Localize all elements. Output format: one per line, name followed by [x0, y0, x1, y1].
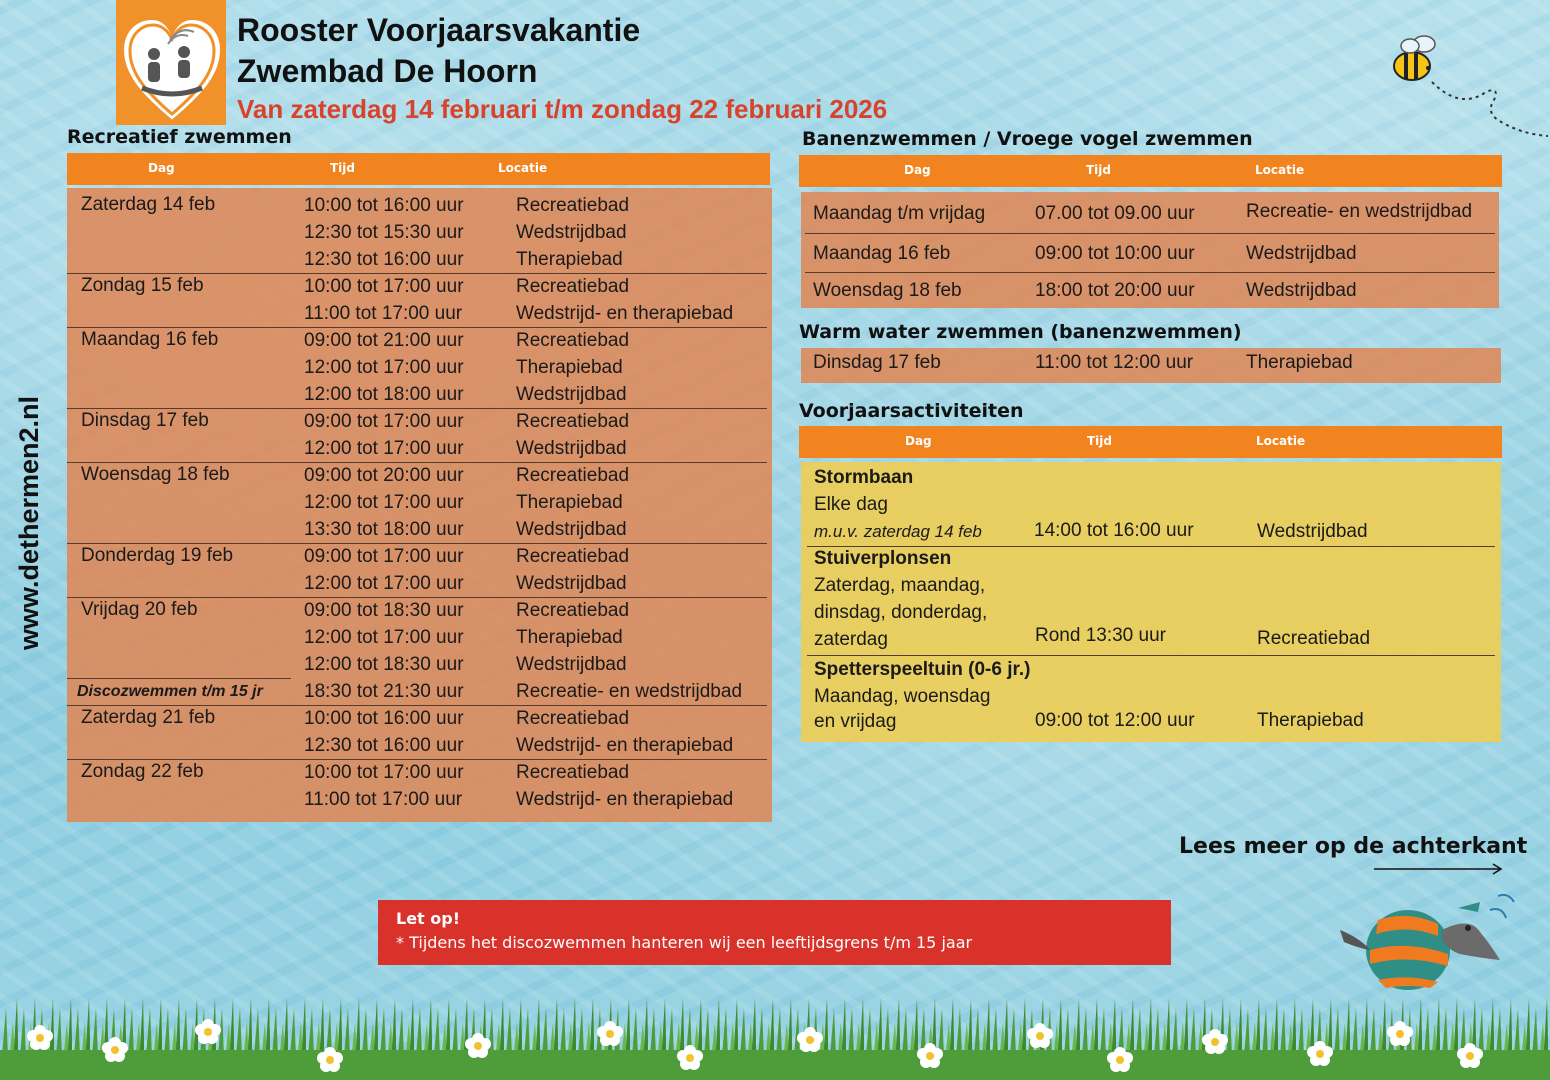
- col-header-dag: Dag: [905, 434, 932, 448]
- day-cell: Maandag 16 feb: [813, 243, 951, 264]
- warm-dag: Dinsdag 17 feb: [813, 352, 941, 373]
- activity-tijd: Rond 13:30 uur: [1035, 625, 1166, 646]
- location-cell: Wedstrijdbad: [516, 438, 627, 459]
- website-url[interactable]: www.dethermen2.nl: [14, 395, 44, 650]
- time-cell: 12:00 tot 17:00 uur: [304, 573, 464, 594]
- day-cell: Donderdag 19 feb: [81, 545, 234, 566]
- location-cell: Recreatiebad: [516, 600, 630, 621]
- seal-mascot-icon: [1330, 880, 1530, 1000]
- location-cell: Therapiebad: [516, 492, 623, 513]
- location-cell: Recreatiebad: [516, 546, 630, 567]
- recreatief-table: [67, 188, 772, 822]
- day-cell: Maandag 16 feb: [81, 329, 219, 350]
- location-cell: Therapiebad: [516, 627, 623, 648]
- location-cell: Wedstrijdbad: [516, 573, 627, 594]
- time-cell: 11:00 tot 17:00 uur: [304, 789, 463, 810]
- activity-days: zaterdag: [814, 629, 888, 650]
- warm-locatie: Therapiebad: [1246, 352, 1353, 373]
- disco-label: Discozwemmen t/m 15 jr: [77, 683, 263, 700]
- grass-decoration: [0, 990, 1550, 1080]
- col-header-tijd: Tijd: [1087, 434, 1113, 448]
- col-header-dag: Dag: [148, 161, 175, 175]
- time-cell: 07.00 tot 09.00 uur: [1035, 203, 1195, 224]
- time-cell: 11:00 tot 17:00 uur: [304, 303, 463, 324]
- row-divider: [67, 408, 767, 409]
- activity-locatie: Recreatiebad: [1257, 628, 1371, 649]
- location-cell: Wedstrijd- en therapiebad: [516, 789, 734, 810]
- location-cell: Recreatiebad: [516, 195, 630, 216]
- time-cell: 09:00 tot 17:00 uur: [304, 411, 464, 432]
- col-header-tijd: Tijd: [330, 161, 356, 175]
- read-more-link[interactable]: Lees meer op de achterkant: [1179, 834, 1528, 859]
- day-cell: Woensdag 18 feb: [81, 464, 230, 485]
- col-header-locatie: Locatie: [1256, 434, 1306, 448]
- page-subtitle-date-range: Van zaterdag 14 februari t/m zondag 22 februari 2026: [237, 94, 888, 124]
- warm-tijd: 11:00 tot 12:00 uur: [1035, 352, 1194, 373]
- row-divider: [67, 273, 767, 274]
- location-cell: Wedstrijdbad: [516, 654, 627, 675]
- time-cell: 10:00 tot 17:00 uur: [304, 762, 464, 783]
- location-cell: Wedstrijdbad: [1246, 280, 1357, 301]
- row-divider: [805, 272, 1495, 273]
- row-divider: [67, 597, 767, 598]
- time-cell: 12:00 tot 17:00 uur: [304, 438, 464, 459]
- activity-days: Zaterdag, maandag,: [814, 575, 986, 596]
- time-cell: 12:00 tot 17:00 uur: [304, 357, 464, 378]
- location-cell: Recreatiebad: [516, 708, 630, 729]
- section-title-warm-water: Warm water zwemmen (banenzwemmen): [799, 321, 1242, 343]
- row-divider: [67, 678, 291, 679]
- row-divider: [67, 705, 767, 706]
- day-cell: Zaterdag 14 feb: [81, 194, 216, 215]
- activity-exception: m.u.v. zaterdag 14 feb: [814, 522, 982, 541]
- time-cell: 10:00 tot 16:00 uur: [304, 708, 464, 729]
- location-cell: Wedstrijdbad: [516, 519, 627, 540]
- location-cell: Wedstrijdbad: [516, 222, 627, 243]
- activity-days: Maandag, woensdag: [814, 686, 991, 707]
- arrow-right-icon: [1374, 862, 1504, 876]
- activiteiten-table-header: [799, 426, 1502, 458]
- activity-tijd: 14:00 tot 16:00 uur: [1034, 520, 1194, 541]
- time-cell: 09:00 tot 18:30 uur: [304, 600, 464, 621]
- activiteiten-table: [801, 462, 1501, 742]
- location-cell: Recreatie- en wedstrijdbad: [1246, 201, 1473, 222]
- warm-water-row: [801, 348, 1501, 383]
- notice-box: [378, 900, 1171, 965]
- time-cell: 09:00 tot 17:00 uur: [304, 546, 464, 567]
- location-cell: Wedstrijdbad: [516, 384, 627, 405]
- location-cell: Therapiebad: [516, 249, 623, 270]
- time-cell: 09:00 tot 21:00 uur: [304, 330, 464, 351]
- section-title-banen: Banenzwemmen / Vroege vogel zwemmen: [802, 128, 1253, 150]
- notice-text: * Tijdens het discozwemmen hanteren wij een leeftijdsgrens t/m 15 jaar: [396, 933, 973, 952]
- activity-days: Elke dag: [814, 494, 888, 515]
- activity-days: en vrijdag: [814, 711, 897, 732]
- location-cell: Wedstrijd- en therapiebad: [516, 735, 734, 756]
- time-cell: 09:00 tot 20:00 uur: [304, 465, 464, 486]
- location-cell: Therapiebad: [516, 357, 623, 378]
- row-divider: [67, 543, 767, 544]
- banen-table-header: [799, 155, 1502, 187]
- location-cell: Recreatiebad: [516, 411, 630, 432]
- location-cell: Wedstrijd- en therapiebad: [516, 303, 734, 324]
- row-divider: [805, 233, 1495, 234]
- location-cell: Wedstrijdbad: [1246, 243, 1357, 264]
- day-cell: Dinsdag 17 feb: [81, 410, 209, 431]
- activity-locatie: Therapiebad: [1257, 710, 1364, 731]
- row-divider: [67, 462, 767, 463]
- location-cell: Recreatiebad: [516, 276, 630, 297]
- notice-title: Let op!: [396, 909, 461, 928]
- logo-heart-icon: [118, 14, 226, 126]
- time-cell: 13:30 tot 18:00 uur: [304, 519, 464, 540]
- day-cell: Zaterdag 21 feb: [81, 707, 216, 728]
- time-cell: 18:30 tot 21:30 uur: [304, 681, 464, 702]
- col-header-locatie: Locatie: [498, 161, 548, 175]
- row-divider: [67, 327, 767, 328]
- time-cell: 12:00 tot 18:30 uur: [304, 654, 464, 675]
- time-cell: 12:00 tot 17:00 uur: [304, 627, 464, 648]
- row-divider: [67, 759, 767, 760]
- activity-name: Stuiverplonsen: [814, 548, 952, 569]
- time-cell: 10:00 tot 17:00 uur: [304, 276, 464, 297]
- activity-days: dinsdag, donderdag,: [814, 602, 988, 623]
- col-header-tijd: Tijd: [1086, 163, 1112, 177]
- page-title: Rooster Voorjaarsvakantie: [237, 12, 641, 48]
- activity-name: Spetterspeeltuin (0-6 jr.): [814, 659, 1031, 680]
- location-cell: Recreatiebad: [516, 465, 630, 486]
- day-cell: Woensdag 18 feb: [813, 280, 962, 301]
- location-cell: Recreatiebad: [516, 762, 630, 783]
- time-cell: 12:00 tot 18:00 uur: [304, 384, 464, 405]
- day-cell: Vrijdag 20 feb: [81, 599, 198, 620]
- time-cell: 10:00 tot 16:00 uur: [304, 195, 464, 216]
- time-cell: 12:30 tot 16:00 uur: [304, 735, 464, 756]
- col-header-locatie: Locatie: [1255, 163, 1305, 177]
- activity-locatie: Wedstrijdbad: [1257, 521, 1368, 542]
- location-cell: Recreatiebad: [516, 330, 630, 351]
- day-cell: Maandag t/m vrijdag: [813, 203, 986, 224]
- section-title-activiteiten: Voorjaarsactiviteiten: [799, 400, 1024, 422]
- time-cell: 12:30 tot 16:00 uur: [304, 249, 464, 270]
- activity-tijd: 09:00 tot 12:00 uur: [1035, 710, 1195, 731]
- day-cell: Zondag 15 feb: [81, 275, 204, 296]
- location-cell: Recreatie- en wedstrijdbad: [516, 681, 743, 702]
- time-cell: 12:30 tot 15:30 uur: [304, 222, 464, 243]
- time-cell: 18:00 tot 20:00 uur: [1035, 280, 1195, 301]
- section-title-recreatief: Recreatief zwemmen: [67, 126, 292, 148]
- day-cell: Zondag 22 feb: [81, 761, 204, 782]
- time-cell: 12:00 tot 17:00 uur: [304, 492, 464, 513]
- time-cell: 09:00 tot 10:00 uur: [1035, 243, 1195, 264]
- banen-table: [801, 192, 1499, 308]
- activity-name: Stormbaan: [814, 467, 914, 488]
- bee-icon: [1390, 30, 1550, 150]
- col-header-dag: Dag: [904, 163, 931, 177]
- recreatief-table-header: [67, 153, 770, 185]
- page-title-location: Zwembad De Hoorn: [237, 53, 538, 89]
